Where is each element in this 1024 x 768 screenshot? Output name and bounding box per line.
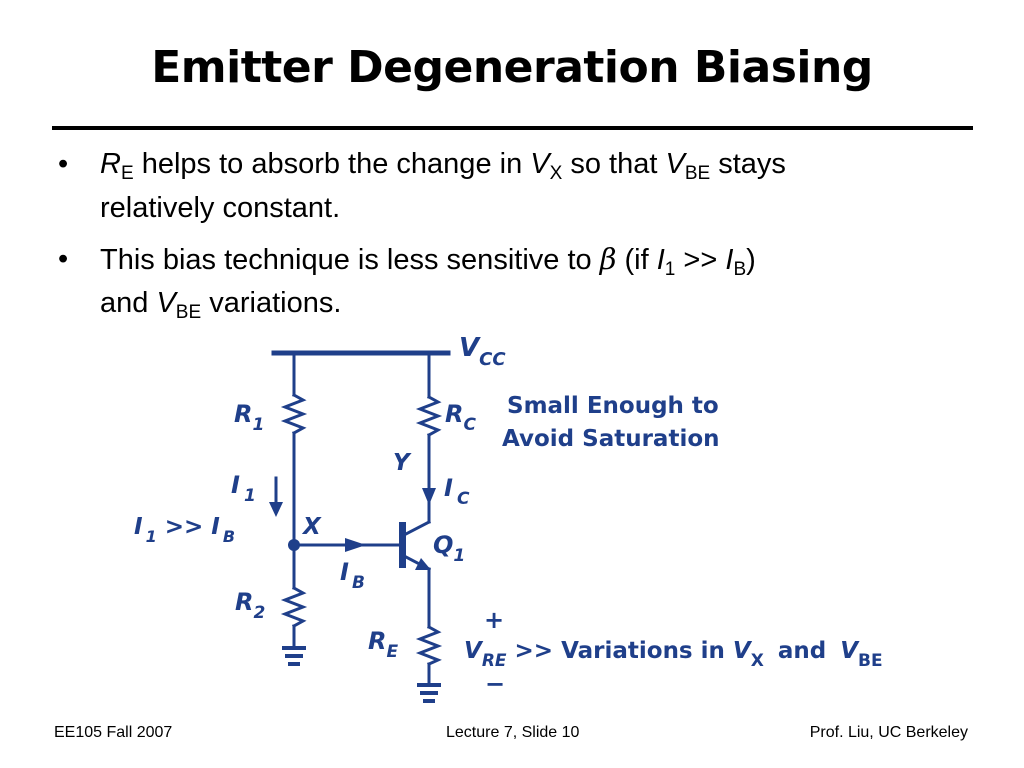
r1-resistor	[285, 395, 303, 433]
x-node-label: X	[303, 514, 321, 540]
bullet-2-line-1: This bias technique is less sensitive to β (if $I_1 >> I_B$)	[100, 242, 756, 280]
ground-left-icon	[282, 646, 306, 666]
q1-label: $Q_1$	[433, 531, 466, 566]
rc-label: $R_C$	[445, 400, 476, 435]
vcc-label: $V_{CC}$	[459, 333, 506, 370]
collector-lead	[404, 522, 429, 535]
i1-arrowhead	[269, 502, 283, 517]
ic-label: I $_C$	[444, 474, 470, 509]
re-resistor	[420, 627, 438, 664]
slide-title: Emitter Degeneration Biasing	[151, 42, 873, 93]
bullet-2-line-2: and $V_{BE}$ variations.	[100, 287, 342, 323]
r2-resistor	[285, 588, 303, 626]
bullet-1-line-1: $R_E$ helps to absorb the change in $V_X$ so that $V_{BE}$ stays	[100, 148, 786, 184]
rc-resistor	[420, 397, 438, 435]
vre-statement: $V_{RE}$ >> Variations in $V_X$ and $V_{BE}$	[464, 638, 883, 671]
bullet-dot: •	[58, 148, 69, 180]
footer-author: Prof. Liu, UC Berkeley	[809, 724, 968, 741]
y-node-label: Y	[393, 450, 410, 476]
bullet-1-line-2: relatively constant.	[100, 192, 341, 224]
q1-base-bar	[399, 522, 406, 568]
footer-course: EE105 Fall 2007	[54, 724, 173, 741]
ib-arrowhead	[345, 538, 366, 552]
minus-sign: −	[485, 670, 506, 698]
note-line-1: Small Enough to	[507, 393, 719, 419]
i1-label: I $_1$	[231, 471, 256, 506]
r2-label: $R_2$	[235, 588, 266, 623]
ic-arrowhead	[422, 488, 436, 505]
plus-sign: +	[484, 606, 505, 634]
node-x-dot	[288, 539, 300, 551]
bullet-dot: •	[58, 243, 69, 275]
i1-ib-condition: I $_1$ >> I $_B$	[134, 514, 236, 546]
ib-label: I $_B$	[340, 558, 365, 593]
note-line-2: Avoid Saturation	[502, 426, 720, 452]
re-label: $R_E$	[368, 627, 399, 662]
footer-slide-number: Lecture 7, Slide 10	[446, 724, 580, 741]
ground-right-icon	[417, 683, 441, 703]
r1-label: $R_1$	[234, 400, 265, 435]
